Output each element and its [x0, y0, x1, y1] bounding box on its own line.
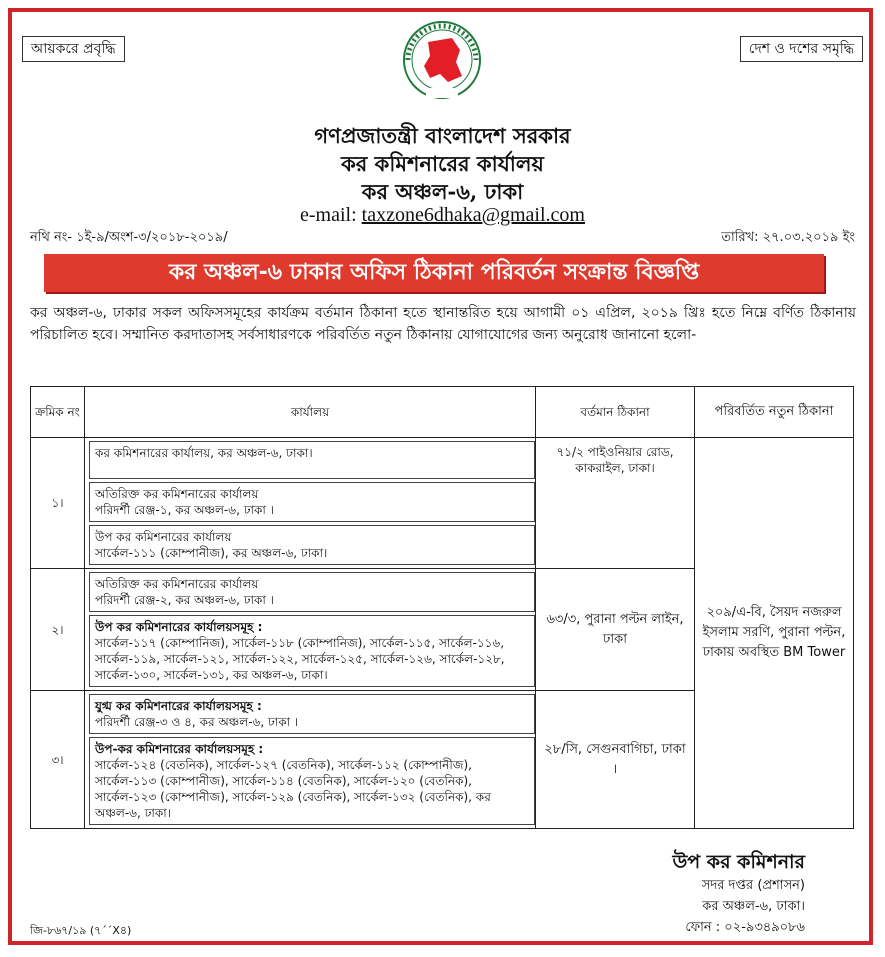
office-title: উপ কর কমিশনারের কার্যালয়	[95, 530, 232, 544]
office-body: সার্কেল-১২৪ (বেতনিক), সার্কেল-১২৭ (বেতনিক), সার্কেল-১১২ (কোম্পানীজ), সার্কেল-১১৩ (কোম্পানীজ), সার্কেল-১১৪ (বেতনিক), সার্কেল-১২০ (বেতনিক), সার্কেল-১২৩ (কোম্পানীজ), সার্কেল-১২৯ (বেতনিক), সার্কেল-১৩২ (বেতনিক), কর অঞ্চল-৬, ঢাকা।	[95, 758, 491, 820]
office-body: পরিদর্শী রেঞ্জ-১, কর অঞ্চল-৬, ঢাকা ।	[95, 503, 274, 517]
signatory-title: উপ কর কমিশনার	[672, 851, 805, 873]
row-current-address: ৬৩/৩, পুরানা পল্টন লাইন, ঢাকা	[536, 569, 695, 691]
office-box	[89, 737, 535, 825]
signatory-line-2: কর অঞ্চল-৬, ঢাকা।	[702, 899, 805, 914]
office-title: অতিরিক্ত কর কমিশনারের কার্যালয়	[95, 487, 259, 501]
office-body: কর কমিশনারের কার্যালয়, কর অঞ্চল-৬, ঢাকা।	[95, 446, 313, 460]
email-label: e-mail:	[300, 204, 362, 226]
notice-title: কর অঞ্চল-৬ ঢাকার অফিস ঠিকানা পরিবর্তন সংক্রান্ত বিজ্ঞপ্তি	[44, 254, 824, 292]
office-box	[89, 441, 535, 479]
intro-paragraph: কর অঞ্চল-৬, ঢাকার সকল অফিসসমূহের কার্যক্রম বর্তমান ঠিকানা হতে স্থানান্তরিত হয়ে আগামী ০১ এপ্রিল, ২০১৯ খ্রিঃ হতে নিম্নে বর্ণিত ঠিকানায় পরিচালিত হবে। সম্মানিত করদাতাসহ সর্বসাধারণকে পরিবর্তিত নতুন ঠিকানায় যোগাযোগের জন্য অনুরোধ জানানো হলো-	[30, 305, 856, 343]
office-box	[89, 572, 535, 612]
table-row	[31, 438, 854, 569]
office-body: পরিদর্শী রেঞ্জ-২, কর অঞ্চল-৬, ঢাকা ।	[95, 593, 274, 607]
slogan-left: আয়করে প্রবৃদ্ধি	[22, 36, 125, 62]
signatory-phone: ফোন : ০২-৯৩৪৯০৮৬	[685, 920, 805, 935]
signature-block	[673, 852, 806, 938]
notice-date: তারিখ: ২৭.০৩.২০১৯ ইং	[721, 230, 855, 245]
row-offices	[85, 691, 536, 829]
office-box	[89, 615, 535, 687]
header-serial: ক্রমিক নং	[31, 387, 85, 438]
office-body: পরিদর্শী রেঞ্জ-৩ ও ৪, কর অঞ্চল-৬, ঢাকা ।	[95, 715, 299, 729]
office-title: অতিরিক্ত কর কমিশনারের কার্যালয়	[95, 577, 259, 591]
office-title: উপ কর কমিশনারের কার্যালয়সমূহ :	[95, 620, 263, 634]
office-box	[89, 694, 535, 734]
header-office: কার্যালয়	[85, 387, 536, 438]
row-serial: ১।	[31, 438, 85, 569]
header-line-1: গণপ্রজাতন্ত্রী বাংলাদেশ সরকার	[314, 123, 571, 148]
footer-code: জি-৮৬৭/১৯ (৭´´X৪)	[30, 924, 132, 937]
header-line-2: কর কমিশনারের কার্যালয়	[341, 151, 544, 176]
email-line	[0, 204, 885, 227]
row-offices	[85, 438, 536, 569]
office-title: যুগ্ম কর কমিশনারের কার্যালয়সমূহ :	[95, 699, 262, 713]
slogan-right: দেশ ও দশের সমৃদ্ধি	[740, 36, 863, 62]
government-seal-icon	[402, 16, 482, 108]
office-body: সার্কেল-১১১ (কোম্পানীজ), কর অঞ্চল-৬, ঢাকা।	[95, 546, 328, 560]
header-new-address: পরিবর্তিত নতুন ঠিকানা	[695, 387, 854, 438]
row-current-address: ২৮/সি, সেগুনবাগিচা, ঢাকা ।	[536, 691, 695, 829]
header-current-address: বর্তমান ঠিকানা	[536, 387, 695, 438]
row-serial: ৩।	[31, 691, 85, 829]
office-table	[30, 386, 854, 829]
reference-number: নথি নং- ১ই-৯/অংশ-৩/২০১৮-২০১৯/	[30, 230, 228, 245]
office-box	[89, 482, 535, 522]
signatory-line-1: সদর দপ্তর (প্রশাসন)	[701, 878, 805, 893]
header-line-3: কর অঞ্চল-৬, ঢাকা	[361, 179, 524, 204]
row-offices	[85, 569, 536, 691]
office-body: সার্কেল-১১৭ (কোম্পানিজ), সার্কেল-১১৮ (কোম্পানিজ), সার্কেল-১১৫, সার্কেল-১১৬, সার্কেল-১১৯, সার্কেল-১২১, সার্কেল-১২২, সার্কেল-১২৫, সার্কেল-১২৬, সার্কেল-১২৮, সার্কেল-১৩০, সার্কেল-১৩১, কর অঞ্চল-৬, ঢাকা।	[95, 636, 505, 682]
row-serial: ২।	[31, 569, 85, 691]
table-header-row	[31, 387, 854, 438]
office-box	[89, 525, 535, 565]
email-address[interactable]: taxzone6dhaka@gmail.com	[361, 204, 585, 226]
new-address: ২০৯/এ-বি, সৈয়দ নজরুল ইসলাম সরণি, পুরানা পল্টন, ঢাকায় অবস্থিত BM Tower	[695, 438, 854, 829]
row-current-address: ৭১/২ পাইওনিয়ার রোড, কাকরাইল, ঢাকা।	[536, 438, 695, 569]
office-title: উপ-কর কমিশনারের কার্যালয়সমূহ :	[95, 742, 264, 756]
